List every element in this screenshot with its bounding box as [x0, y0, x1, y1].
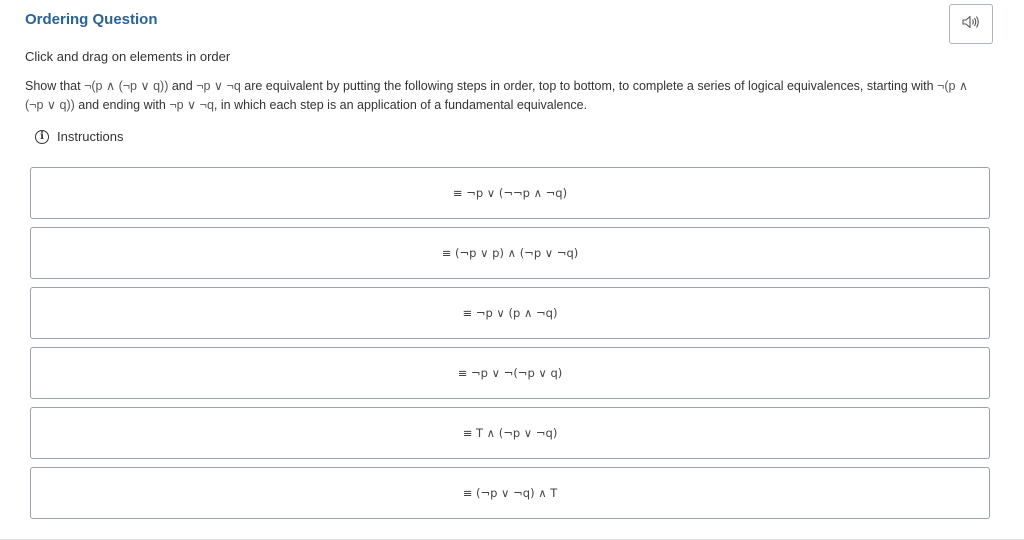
ordering-step[interactable]	[30, 467, 990, 519]
step-expression: ≡ (¬p ∨ ¬q) ∧ T	[462, 486, 558, 500]
prompt-text: and	[168, 79, 197, 93]
prompt-text: Show that	[25, 79, 85, 93]
ordering-step[interactable]	[30, 407, 990, 459]
ordering-step[interactable]	[30, 287, 990, 339]
step-expression: ≡ ¬p ∨ ¬(¬p ∨ q)	[457, 366, 563, 380]
prompt-math: ¬p ∨ ¬q	[169, 98, 214, 112]
page-title: Ordering Question	[25, 11, 158, 28]
ordering-step[interactable]	[30, 347, 990, 399]
prompt-text: are equivalent by putting the following steps in order, top to bottom, to complete a series of logical equivalences, starting with	[240, 79, 938, 93]
step-expression: ≡ ¬p ∨ (p ∧ ¬q)	[462, 306, 558, 320]
step-expression: ≡ (¬p ∨ p) ∧ (¬p ∨ ¬q)	[441, 246, 579, 260]
speaker-icon	[962, 15, 980, 34]
ordering-step[interactable]	[30, 167, 990, 219]
instructions-label: Instructions	[57, 129, 124, 144]
audio-button[interactable]	[949, 4, 993, 44]
prompt-math: ¬(p ∧ (¬p ∨ q))	[84, 79, 169, 93]
ordering-step[interactable]	[30, 227, 990, 279]
instructions-toggle[interactable]	[35, 129, 123, 144]
prompt-math: ¬p ∨ ¬q	[196, 79, 241, 93]
prompt-text: and ending with	[74, 98, 170, 112]
step-expression: ≡ ¬p ∨ (¬¬p ∧ ¬q)	[452, 186, 568, 200]
step-expression: ≡ T ∧ (¬p ∨ ¬q)	[462, 426, 558, 440]
info-icon: i	[35, 130, 49, 144]
question-subtitle: Click and drag on elements in order	[25, 49, 231, 64]
question-prompt	[25, 77, 985, 115]
prompt-math: ¬(p ∧ (¬p ∨ q))	[25, 79, 969, 112]
prompt-text: , in which each step is an application of a fundamental equivalence.	[213, 98, 588, 112]
